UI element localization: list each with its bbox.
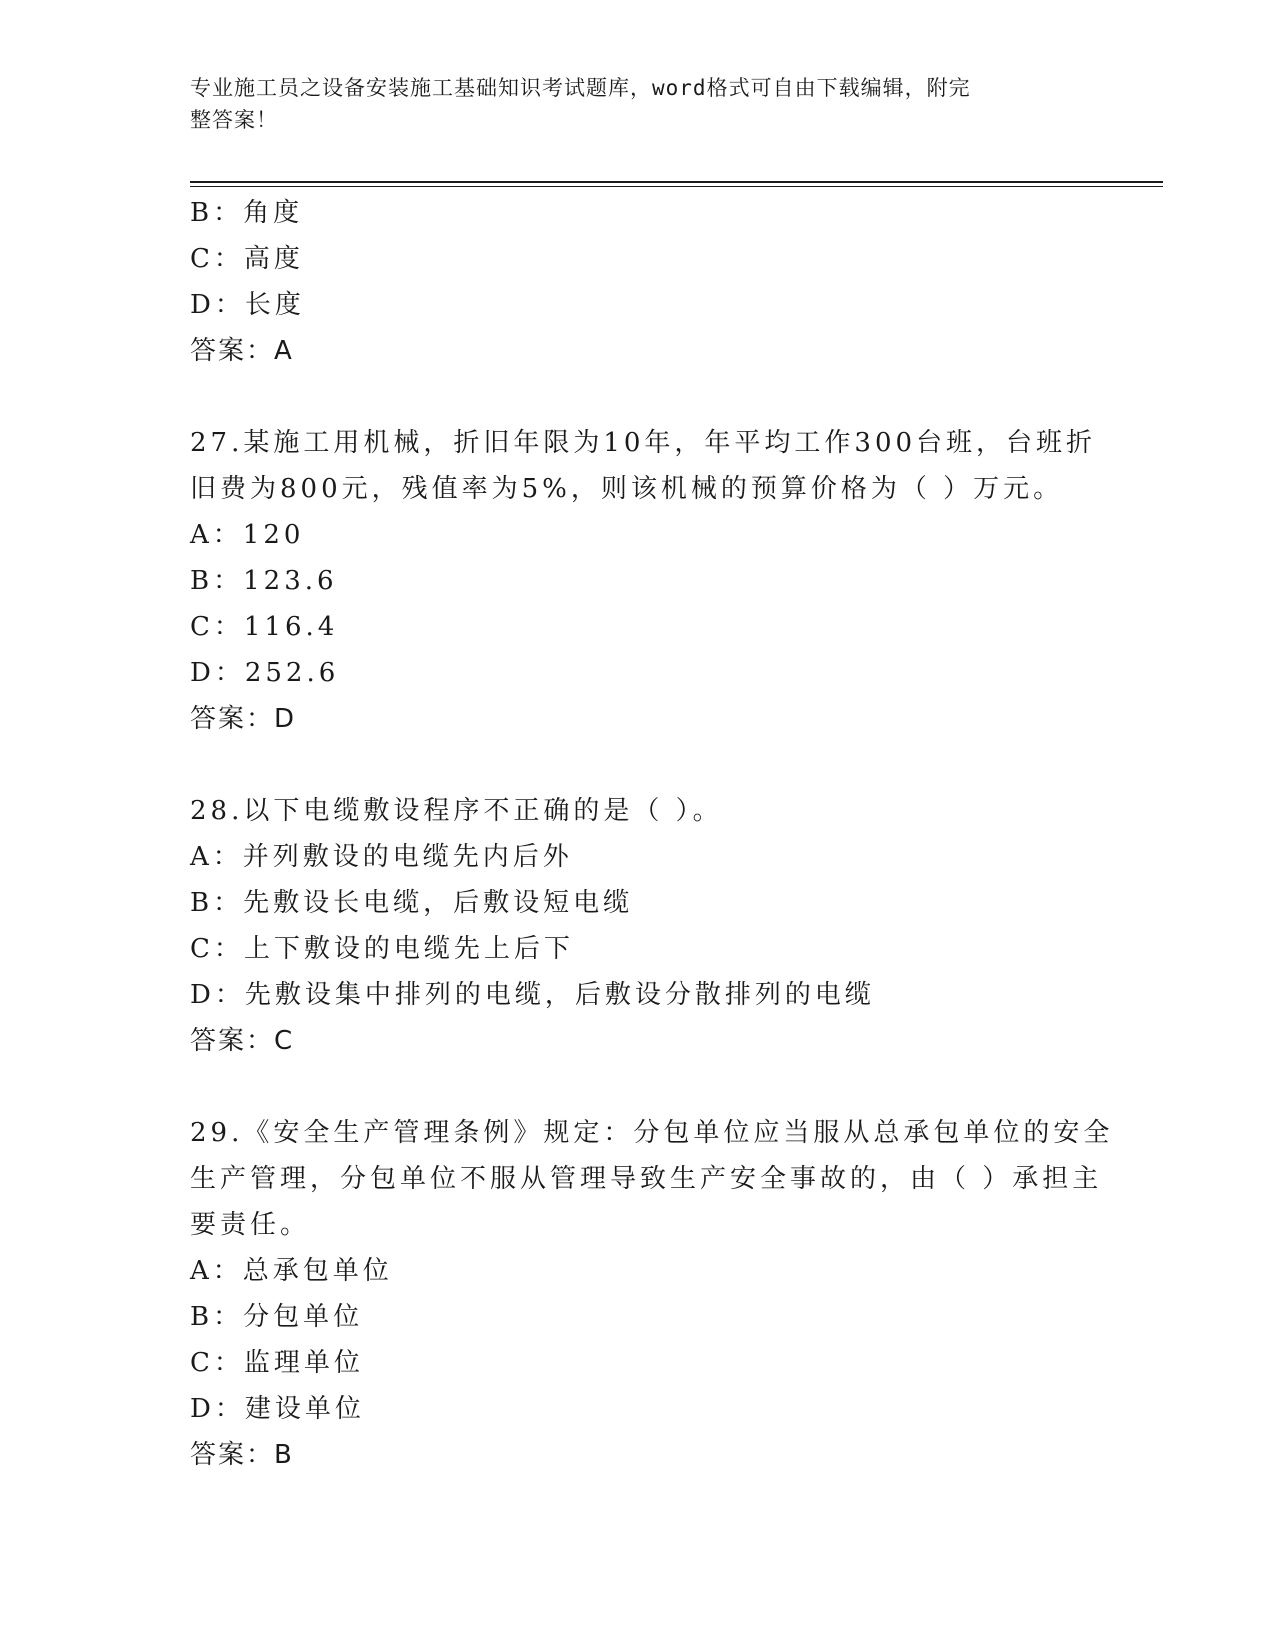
question-26-continuation bbox=[190, 190, 1090, 374]
option-b: B：分包单位 bbox=[190, 1302, 364, 1332]
question-content bbox=[190, 190, 1114, 1478]
option-b: B：先敷设长电缆，后敷设短电缆 bbox=[190, 888, 634, 918]
question-stem-line: 29.《安全生产管理条例》规定：分包单位应当服从总承包单位的安全 bbox=[190, 1118, 1114, 1148]
header-divider-thick bbox=[190, 181, 1163, 183]
question-gap bbox=[190, 1064, 1090, 1110]
question-gap bbox=[190, 374, 1090, 420]
question-stem-line: 28.以下电缆敷设程序不正确的是（ ）。 bbox=[190, 796, 723, 826]
option-c: C：116.4 bbox=[190, 612, 339, 642]
answer-line: 答案：A bbox=[190, 336, 294, 366]
option-c: C：上下敷设的电缆先上后下 bbox=[190, 934, 574, 964]
answer-line: 答案：C bbox=[190, 1026, 295, 1056]
option-d: D：先敷设集中排列的电缆，后敷设分散排列的电缆 bbox=[190, 980, 875, 1010]
option-d: D：长度 bbox=[190, 290, 305, 320]
question-stem-line: 要责任。 bbox=[190, 1210, 311, 1240]
question-29 bbox=[190, 1110, 1114, 1478]
header-text-line-1: 专业施工员之设备安装施工基础知识考试题库，word格式可自由下载编辑，附完 bbox=[190, 76, 971, 100]
question-stem-line: 旧费为800元，残值率为5%，则该机械的预算价格为（ ）万元。 bbox=[190, 474, 1064, 504]
option-d: D：252.6 bbox=[190, 658, 340, 688]
answer-line: 答案：D bbox=[190, 704, 297, 734]
question-stem-line: 27.某施工用机械，折旧年限为10年，年平均工作300台班，台班折 bbox=[190, 428, 1097, 458]
question-28 bbox=[190, 788, 1090, 1064]
question-27 bbox=[190, 420, 1097, 742]
option-a: A：120 bbox=[190, 520, 305, 550]
document-header bbox=[190, 72, 1090, 136]
option-a: A：并列敷设的电缆先内后外 bbox=[190, 842, 573, 872]
option-a: A：总承包单位 bbox=[190, 1256, 393, 1286]
answer-line: 答案：B bbox=[190, 1440, 294, 1470]
question-gap bbox=[190, 742, 1090, 788]
option-c: C：高度 bbox=[190, 244, 304, 274]
question-stem-line: 生产管理，分包单位不服从管理导致生产安全事故的，由（ ）承担主 bbox=[190, 1164, 1103, 1194]
option-d: D：建设单位 bbox=[190, 1394, 365, 1424]
header-divider-thin bbox=[190, 186, 1163, 187]
header-text-line-2: 整答案！ bbox=[190, 108, 278, 132]
option-c: C：监理单位 bbox=[190, 1348, 364, 1378]
option-b: B：角度 bbox=[190, 198, 304, 228]
option-b: B：123.6 bbox=[190, 566, 338, 596]
